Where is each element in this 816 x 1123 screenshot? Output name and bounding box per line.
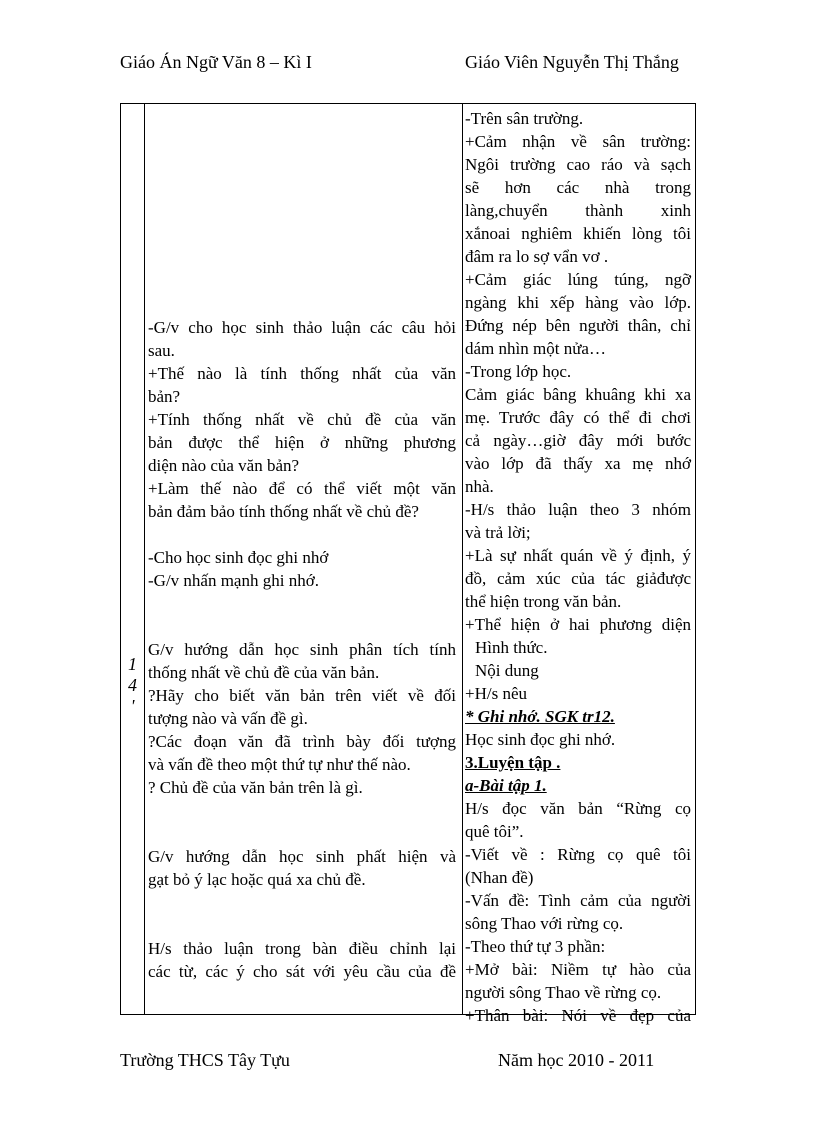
text-line: nhà. <box>465 477 494 496</box>
text-line: +Thể hiện ở hai phương diện <box>465 615 691 634</box>
footer-left: Trường THCS Tây Tựu <box>120 1050 290 1070</box>
text-line: (Nhan đề) <box>465 868 534 887</box>
text-line: +Cảm nhận về sân trường: <box>465 132 691 151</box>
text-line: Nội dung <box>475 661 539 680</box>
text-line: ?Hãy cho biết văn bản trên viết về đối <box>148 686 456 705</box>
text-line: mẹ. Trước đây có thể đi chơi <box>465 408 691 427</box>
text-line: +Thế nào là tính thống nhất của văn <box>148 364 456 383</box>
text-line: +Mở bài: Niềm tự hào của <box>465 960 691 979</box>
text-line: và vấn đề theo một thứ tự như thế nào. <box>148 755 411 774</box>
text-line: thống nhất về chủ đề của văn bản. <box>148 663 380 682</box>
text-line: gạt bỏ ý lạc hoặc quá xa chủ đề. <box>148 870 366 889</box>
column-divider <box>462 104 463 1014</box>
text-line: người sông Thao về rừng cọ. <box>465 983 662 1002</box>
text-line: sẽ hơn các nhà trong <box>465 178 691 197</box>
text-line: các từ, các ý cho sát với yêu cầu của đề <box>148 962 456 981</box>
text-line: Cảm giác bâng khuâng khi xa <box>465 385 691 404</box>
text-line: dám nhìn một nửa… <box>465 339 606 358</box>
teacher-activity-column <box>148 316 456 983</box>
text-line: -G/v cho học sinh thảo luận các câu hỏi <box>148 318 456 337</box>
text-line: thể hiện trong văn bản. <box>465 592 622 611</box>
text-line: ? Chủ đề của văn bản trên là gì. <box>148 778 363 797</box>
time-digit: 1 <box>128 654 137 674</box>
text-line: làng,chuyển thành xinh <box>465 201 691 220</box>
text-line: vào lớp đã thấy xa mẹ nhớ <box>465 454 691 473</box>
text-line: -G/v nhấn mạnh ghi nhớ. <box>148 571 319 590</box>
text-line: -Vấn đề: Tình cảm của người <box>465 891 691 910</box>
text-line: +Là sự nhất quán về ý định, ý <box>465 546 691 565</box>
text-line: cả ngày…giờ đây mới bước <box>465 431 691 450</box>
text-line: H/s thảo luận trong bàn điều chỉnh lại <box>148 939 456 958</box>
header-right: Giáo Viên Nguyễn Thị Thắng <box>465 52 679 72</box>
text-line: Hình thức. <box>475 638 548 657</box>
text-line: bản được thể hiện ở những phương <box>148 433 456 452</box>
text-line: Đứng nép bên người thân, chỉ <box>465 316 691 335</box>
text-line: bản đảm bảo tính thống nhất về chủ đề? <box>148 502 419 521</box>
time-column <box>121 654 144 717</box>
text-line: sông Thao với rừng cọ. <box>465 914 624 933</box>
text-line: ?Các đoạn văn đã trình bày đối tượng <box>148 732 456 751</box>
footer-right: Năm học 2010 - 2011 <box>498 1050 655 1070</box>
section-heading: * Ghi nhớ. SGK tr12. <box>465 707 615 726</box>
text-line: diện nào của văn bản? <box>148 456 300 475</box>
time-digit: 4 <box>128 675 137 695</box>
text-line: G/v hướng dẫn học sinh phân tích tính <box>148 640 456 659</box>
text-line: ngàng khi xếp hàng vào lớp. <box>465 293 691 312</box>
text-line: quê tôi”. <box>465 822 524 841</box>
text-line: sau. <box>148 341 175 360</box>
text-line: +Tính thống nhất về chủ đề của văn <box>148 410 456 429</box>
column-divider <box>144 104 145 1014</box>
text-line: và trả lời; <box>465 523 531 542</box>
text-line: +H/s nêu <box>465 684 527 703</box>
text-line: +Làm thế nào để có thể viết một văn <box>148 479 456 498</box>
text-line: Ngôi trường cao ráo và sạch <box>465 155 691 174</box>
text-line: tượng nào và vấn đề gì. <box>148 709 308 728</box>
student-activity-column <box>465 107 691 1027</box>
text-line: -Cho học sinh đọc ghi nhớ <box>148 548 329 567</box>
text-line: xắnoai nghiêm khiến lòng tôi <box>465 224 691 243</box>
text-line: -Viết về : Rừng cọ quê tôi <box>465 845 691 864</box>
text-line: H/s đọc văn bản “Rừng cọ <box>465 799 691 818</box>
text-line: đâm ra lo sợ vẩn vơ . <box>465 247 609 266</box>
lesson-table <box>120 103 696 1025</box>
text-line: G/v hướng dẫn học sinh phất hiện và <box>148 847 456 866</box>
text-line: -Theo thứ tự 3 phần: <box>465 937 606 956</box>
header-left: Giáo Án Ngữ Văn 8 – Kì I <box>120 52 312 72</box>
text-line: bản? <box>148 387 181 406</box>
text-line: -Trên sân trường. <box>465 109 584 128</box>
text-line: +Cảm giác lúng túng, ngỡ <box>465 270 691 289</box>
time-mark: ' <box>130 696 135 716</box>
section-heading: 3.Luyện tập . <box>465 753 561 772</box>
text-line: đồ, cảm xúc của tác giảđược <box>465 569 691 588</box>
section-heading: a-Bài tập 1. <box>465 776 547 795</box>
text-line: -H/s thảo luận theo 3 nhóm <box>465 500 691 519</box>
text-line: -Trong lớp học. <box>465 362 572 381</box>
text-line: Học sinh đọc ghi nhớ. <box>465 730 616 749</box>
text-line: +Thân bài: Nói về đẹp của <box>465 1006 691 1025</box>
